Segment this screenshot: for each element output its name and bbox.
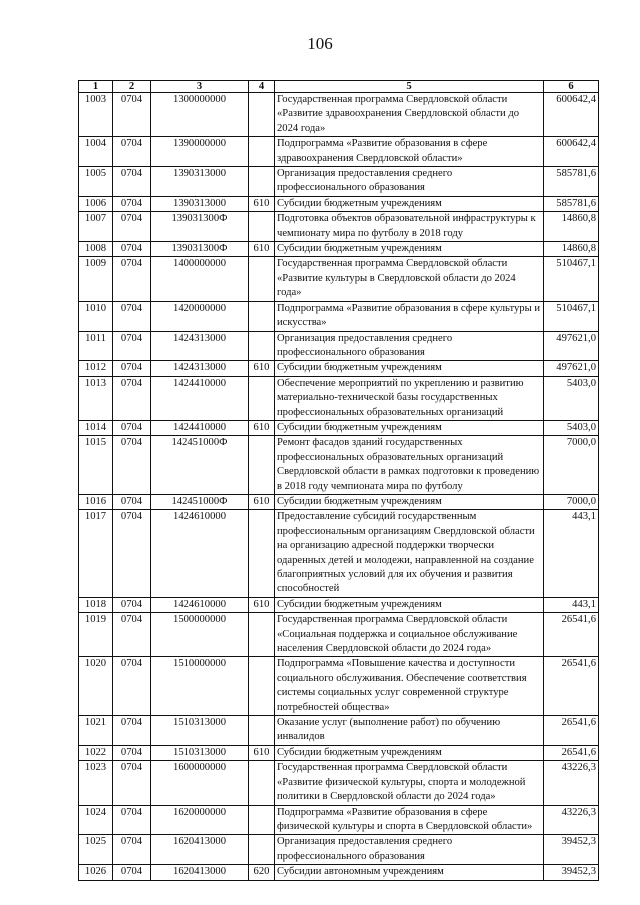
item-name: Подготовка объектов образовательной инфраструктуры к чемпионату мира по футболу в 2018 году: [275, 212, 544, 242]
item-name: Организация предоставления среднего профессионального образования: [275, 331, 544, 361]
amount: 26541,6: [544, 716, 599, 746]
table-row: [79, 761, 599, 805]
item-name: Государственная программа Свердловской области «Социальная поддержка и социальное обслуживание населения Свердловской области до 2024 года»: [275, 613, 544, 657]
row-number: 1023: [79, 761, 113, 805]
section-code: 0704: [113, 257, 151, 301]
amount: 26541,6: [544, 745, 599, 760]
table-row: [79, 420, 599, 435]
item-name: Государственная программа Свердловской области «Развитие культуры в Свердловской области до 2024 года»: [275, 257, 544, 301]
section-code: 0704: [113, 331, 151, 361]
section-code: 0704: [113, 167, 151, 197]
amount: 39452,3: [544, 835, 599, 865]
table-row: [79, 137, 599, 167]
table-row: [79, 242, 599, 257]
section-code: 0704: [113, 835, 151, 865]
expense-type-code: [249, 331, 275, 361]
column-header: 1: [79, 81, 113, 93]
row-number: 1024: [79, 805, 113, 835]
expense-type-code: 610: [249, 494, 275, 509]
target-code: 1620413000: [151, 865, 249, 880]
row-number: 1004: [79, 137, 113, 167]
item-name: Субсидии бюджетным учреждениям: [275, 196, 544, 211]
target-code: 1400000000: [151, 257, 249, 301]
amount: 443,1: [544, 510, 599, 597]
amount: 43226,3: [544, 761, 599, 805]
amount: 26541,6: [544, 657, 599, 716]
row-number: 1010: [79, 301, 113, 331]
table-row: [79, 436, 599, 495]
amount: 26541,6: [544, 613, 599, 657]
section-code: 0704: [113, 436, 151, 495]
expense-type-code: 610: [249, 745, 275, 760]
amount: 510467,1: [544, 301, 599, 331]
table-row: [79, 376, 599, 420]
row-number: 1012: [79, 361, 113, 376]
row-number: 1018: [79, 597, 113, 612]
expense-type-code: [249, 167, 275, 197]
row-number: 1026: [79, 865, 113, 880]
amount: 497621,0: [544, 361, 599, 376]
column-header: 4: [249, 81, 275, 93]
amount: 43226,3: [544, 805, 599, 835]
amount: 510467,1: [544, 257, 599, 301]
section-code: 0704: [113, 196, 151, 211]
expense-type-code: 610: [249, 196, 275, 211]
row-number: 1013: [79, 376, 113, 420]
target-code: 1500000000: [151, 613, 249, 657]
row-number: 1020: [79, 657, 113, 716]
target-code: 1390313000: [151, 167, 249, 197]
target-code: 1420000000: [151, 301, 249, 331]
expense-type-code: 610: [249, 361, 275, 376]
row-number: 1015: [79, 436, 113, 495]
row-number: 1009: [79, 257, 113, 301]
target-code: 1424410000: [151, 420, 249, 435]
amount: 5403,0: [544, 420, 599, 435]
expense-type-code: [249, 257, 275, 301]
item-name: Государственная программа Свердловской области «Развитие физической культуры, спорта и молодежной политики в Свердловской области до 2024 года»: [275, 761, 544, 805]
target-code: 1424610000: [151, 510, 249, 597]
target-code: 142451000Ф: [151, 494, 249, 509]
row-number: 1008: [79, 242, 113, 257]
expense-type-code: [249, 835, 275, 865]
row-number: 1011: [79, 331, 113, 361]
item-name: Оказание услуг (выполнение работ) по обучению инвалидов: [275, 716, 544, 746]
expense-type-code: [249, 137, 275, 167]
target-code: 1424610000: [151, 597, 249, 612]
target-code: 1390313000: [151, 196, 249, 211]
target-code: 1424313000: [151, 361, 249, 376]
row-number: 1021: [79, 716, 113, 746]
table-row: [79, 657, 599, 716]
table-row: [79, 301, 599, 331]
row-number: 1022: [79, 745, 113, 760]
amount: 600642,4: [544, 137, 599, 167]
table-row: [79, 167, 599, 197]
table-row: [79, 613, 599, 657]
expense-type-code: [249, 657, 275, 716]
page-number: 106: [307, 34, 333, 53]
row-number: 1006: [79, 196, 113, 211]
target-code: 1424410000: [151, 376, 249, 420]
section-code: 0704: [113, 657, 151, 716]
item-name: Субсидии автономным учреждениям: [275, 865, 544, 880]
table-row: [79, 212, 599, 242]
table-row: [79, 361, 599, 376]
table-row: [79, 835, 599, 865]
section-code: 0704: [113, 212, 151, 242]
item-name: Субсидии бюджетным учреждениям: [275, 494, 544, 509]
item-name: Субсидии бюджетным учреждениям: [275, 420, 544, 435]
expense-type-code: [249, 301, 275, 331]
section-code: 0704: [113, 137, 151, 167]
item-name: Предоставление субсидий государственным профессиональным организациям Свердловской области на организацию адресной поддержки творчески одаренных детей и молодежи, направленной на создание благоприятных условий для их обучения и развития способностей: [275, 510, 544, 597]
item-name: Подпрограмма «Развитие образования в сфере культуры и искусства»: [275, 301, 544, 331]
section-code: 0704: [113, 597, 151, 612]
section-code: 0704: [113, 805, 151, 835]
target-code: 1620000000: [151, 805, 249, 835]
column-header: 2: [113, 81, 151, 93]
table-row: [79, 93, 599, 137]
item-name: Подпрограмма «Развитие образования в сфере здравоохранения Свердловской области»: [275, 137, 544, 167]
section-code: 0704: [113, 761, 151, 805]
expense-type-code: 610: [249, 597, 275, 612]
expense-type-code: 620: [249, 865, 275, 880]
table-row: [79, 716, 599, 746]
table-row: [79, 745, 599, 760]
row-number: 1017: [79, 510, 113, 597]
expense-type-code: [249, 376, 275, 420]
header-row: [79, 81, 599, 93]
amount: 443,1: [544, 597, 599, 612]
amount: 14860,8: [544, 212, 599, 242]
row-number: 1014: [79, 420, 113, 435]
budget-table: [78, 80, 599, 881]
expense-type-code: [249, 93, 275, 137]
section-code: 0704: [113, 376, 151, 420]
item-name: Организация предоставления среднего профессионального образования: [275, 167, 544, 197]
table-row: [79, 805, 599, 835]
target-code: 1300000000: [151, 93, 249, 137]
target-code: 139031300Ф: [151, 212, 249, 242]
amount: 600642,4: [544, 93, 599, 137]
table-body: [79, 93, 599, 881]
section-code: 0704: [113, 242, 151, 257]
table-row: [79, 257, 599, 301]
section-code: 0704: [113, 93, 151, 137]
item-name: Субсидии бюджетным учреждениям: [275, 242, 544, 257]
section-code: 0704: [113, 494, 151, 509]
item-name: Субсидии бюджетным учреждениям: [275, 745, 544, 760]
row-number: 1019: [79, 613, 113, 657]
table-row: [79, 510, 599, 597]
expense-type-code: [249, 761, 275, 805]
amount: 7000,0: [544, 494, 599, 509]
target-code: 1390000000: [151, 137, 249, 167]
amount: 39452,3: [544, 865, 599, 880]
item-name: Подпрограмма «Повышение качества и доступности социального обслуживания. Обеспечение соответствия системы социальных услуг современной структуре потребностей общества»: [275, 657, 544, 716]
row-number: 1005: [79, 167, 113, 197]
expense-type-code: 610: [249, 420, 275, 435]
target-code: 1510313000: [151, 745, 249, 760]
target-code: 1510313000: [151, 716, 249, 746]
item-name: Обеспечение мероприятий по укреплению и развитию материально-технической базы государственных профессиональных образовательных организаций: [275, 376, 544, 420]
amount: 585781,6: [544, 196, 599, 211]
column-header: 6: [544, 81, 599, 93]
item-name: Ремонт фасадов зданий государственных профессиональных образовательных организаций Свердловской области в рамках подготовки к проведению в 2018 году чемпионата мира по футболу: [275, 436, 544, 495]
section-code: 0704: [113, 420, 151, 435]
table-row: [79, 494, 599, 509]
column-header: 5: [275, 81, 544, 93]
target-code: 1620413000: [151, 835, 249, 865]
amount: 585781,6: [544, 167, 599, 197]
amount: 14860,8: [544, 242, 599, 257]
target-code: 142451000Ф: [151, 436, 249, 495]
expense-type-code: [249, 436, 275, 495]
row-number: 1007: [79, 212, 113, 242]
column-header: 3: [151, 81, 249, 93]
row-number: 1025: [79, 835, 113, 865]
item-name: Организация предоставления среднего профессионального образования: [275, 835, 544, 865]
expense-type-code: [249, 510, 275, 597]
expense-type-code: [249, 805, 275, 835]
section-code: 0704: [113, 361, 151, 376]
section-code: 0704: [113, 301, 151, 331]
item-name: Субсидии бюджетным учреждениям: [275, 361, 544, 376]
target-code: 1510000000: [151, 657, 249, 716]
expense-type-code: 610: [249, 242, 275, 257]
amount: 497621,0: [544, 331, 599, 361]
item-name: Государственная программа Свердловской области «Развитие здравоохранения Свердловской области до 2024 года»: [275, 93, 544, 137]
expense-type-code: [249, 716, 275, 746]
amount: 5403,0: [544, 376, 599, 420]
target-code: 1424313000: [151, 331, 249, 361]
section-code: 0704: [113, 745, 151, 760]
item-name: Подпрограмма «Развитие образования в сфере физической культуры и спорта в Свердловской области»: [275, 805, 544, 835]
row-number: 1003: [79, 93, 113, 137]
item-name: Субсидии бюджетным учреждениям: [275, 597, 544, 612]
table-row: [79, 597, 599, 612]
section-code: 0704: [113, 716, 151, 746]
row-number: 1016: [79, 494, 113, 509]
section-code: 0704: [113, 613, 151, 657]
table-row: [79, 331, 599, 361]
expense-type-code: [249, 613, 275, 657]
table-row: [79, 196, 599, 211]
target-code: 139031300Ф: [151, 242, 249, 257]
expense-type-code: [249, 212, 275, 242]
section-code: 0704: [113, 510, 151, 597]
target-code: 1600000000: [151, 761, 249, 805]
amount: 7000,0: [544, 436, 599, 495]
table-row: [79, 865, 599, 880]
section-code: 0704: [113, 865, 151, 880]
